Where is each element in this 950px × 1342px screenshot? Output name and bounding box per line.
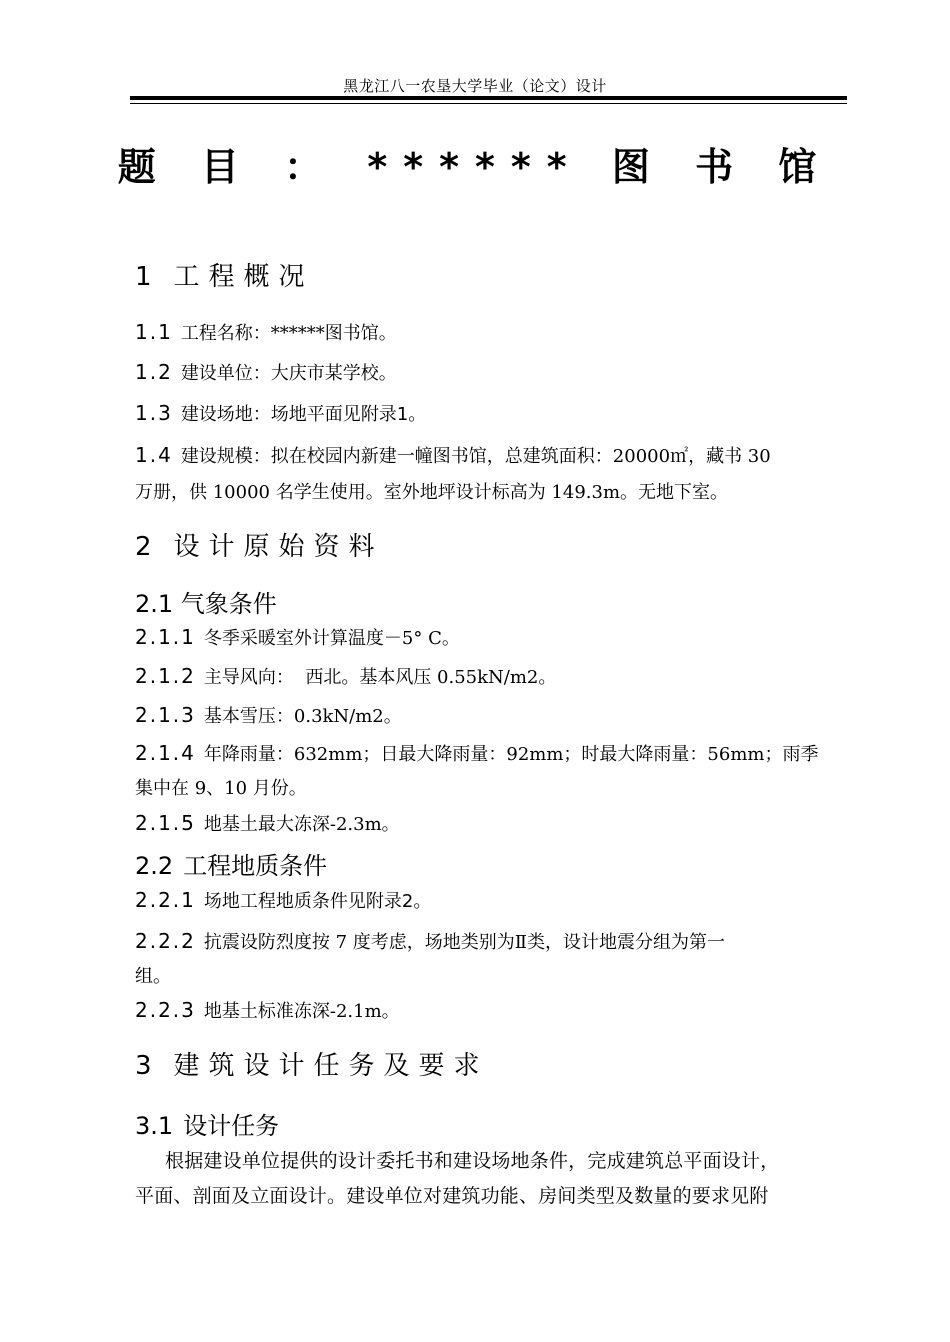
section-title: 建筑设计任务及要求 xyxy=(173,1051,489,1081)
item-text: 基本雪压：0.3kN/m2。 xyxy=(203,706,402,727)
item-number: 1.1 xyxy=(135,320,173,344)
item-number: 2.1.5 xyxy=(135,811,196,835)
item-number: 2.1.1 xyxy=(135,625,196,649)
section-1-heading xyxy=(135,256,314,293)
item-number: 1.2 xyxy=(135,360,173,384)
document-title: 题 目 ： ****** 图 书 馆 xyxy=(117,145,833,189)
section-number: 3 xyxy=(135,1051,152,1081)
item-text-line-1: 建设规模：拟在校园内新建一幢图书馆，总建筑面积：20000㎡，藏书 30 xyxy=(180,446,771,467)
item-text: 主导风向： 西北。基本风压 0.55kN/m2。 xyxy=(203,667,557,688)
subsection-2-2-heading xyxy=(135,846,327,881)
appendix-reference: 附录 xyxy=(360,404,397,425)
section-title: 设计原始资料 xyxy=(173,532,384,562)
item-number: 2.2.1 xyxy=(135,888,196,912)
item-text-line-2: 组。 xyxy=(135,966,171,987)
item-text-line-1: 抗震设防烈度按 7 度考虑，场地类别为Ⅱ类，设计地震分组为第一 xyxy=(203,932,726,953)
item-number: 2.2.3 xyxy=(135,998,196,1022)
subsection-number: 2.2 xyxy=(135,852,174,880)
item-2-1-4 xyxy=(135,740,818,766)
item-2-1-1 xyxy=(135,624,460,650)
appendix-reference: 附录 xyxy=(365,891,402,912)
section-number: 1 xyxy=(135,262,152,292)
item-text: 场地工程地质条件见 xyxy=(203,891,366,912)
item-text-line-1: 年降雨量：632mm；日最大降雨量：92mm；时最大降雨量：56mm；雨季 xyxy=(203,744,819,765)
item-text: 地基土标准冻深-2.1m。 xyxy=(203,1001,400,1022)
subsection-number: 3.1 xyxy=(135,1112,174,1140)
item-2-2-2-cont xyxy=(135,962,171,988)
subsection-2-1-heading: 2.1 气象条件 xyxy=(135,590,277,618)
paragraph-line-1: 根据建设单位提供的设计委托书和建设场地条件，完成建筑总平面设计， xyxy=(165,1150,780,1172)
item-1-3 xyxy=(135,400,426,426)
appendix-number: 2。 xyxy=(401,891,432,912)
paragraph-text: 平面、剖面及立面设计。建设单位对建筑功能、房间类型及数量的要求见 xyxy=(135,1185,750,1207)
item-2-2-2 xyxy=(135,928,725,954)
appendix-reference: 附 xyxy=(749,1185,769,1207)
item-1-4 xyxy=(135,442,771,468)
item-number: 2.1.3 xyxy=(135,703,196,727)
item-number: 2.1.2 xyxy=(135,664,196,688)
item-text-line-2: 万册，供 10000 名学生使用。室外地坪设计标高为 149.3m。无地下室。 xyxy=(135,482,729,503)
item-1-2 xyxy=(135,359,397,385)
header-school-text: 黑龙江八一农垦大学毕业（论文）设计 xyxy=(343,77,607,95)
subsection-title: 设计任务 xyxy=(183,1112,280,1140)
section-title: 工程概况 xyxy=(173,262,314,292)
item-2-1-4-cont xyxy=(135,774,307,800)
header-rule-thick xyxy=(130,96,847,100)
item-number: 1.3 xyxy=(135,401,173,425)
item-2-2-3 xyxy=(135,997,400,1023)
item-number: 2.1.4 xyxy=(135,741,196,765)
item-text: 地基土最大冻深-2.3m。 xyxy=(203,814,400,835)
item-number: 2.2.2 xyxy=(135,929,196,953)
subsection-title: 工程地质条件 xyxy=(183,852,328,880)
item-text: 冬季采暖室外计算温度－5° C。 xyxy=(203,628,460,649)
item-text-line-2: 集中在 9、10 月份。 xyxy=(135,778,307,799)
item-text: 建设场地：场地平面见 xyxy=(180,404,361,425)
section-number: 2 xyxy=(135,532,152,562)
appendix-number: 1。 xyxy=(396,404,427,425)
section-3-heading xyxy=(135,1045,489,1082)
subsection-3-1-heading xyxy=(135,1106,279,1141)
paragraph-line-2 xyxy=(135,1181,769,1208)
item-text: 建设单位：大庆市某学校。 xyxy=(180,363,397,384)
item-text: 工程名称：******图书馆。 xyxy=(180,323,397,344)
item-number: 1.4 xyxy=(135,443,173,467)
item-2-2-1 xyxy=(135,887,431,913)
item-1-4-cont xyxy=(135,478,728,504)
section-2-heading xyxy=(135,526,384,563)
item-2-1-5 xyxy=(135,810,400,836)
item-1-1 xyxy=(135,319,397,345)
item-2-1-3 xyxy=(135,702,402,728)
header-rule-thin xyxy=(130,103,847,104)
item-2-1-2 xyxy=(135,663,556,689)
